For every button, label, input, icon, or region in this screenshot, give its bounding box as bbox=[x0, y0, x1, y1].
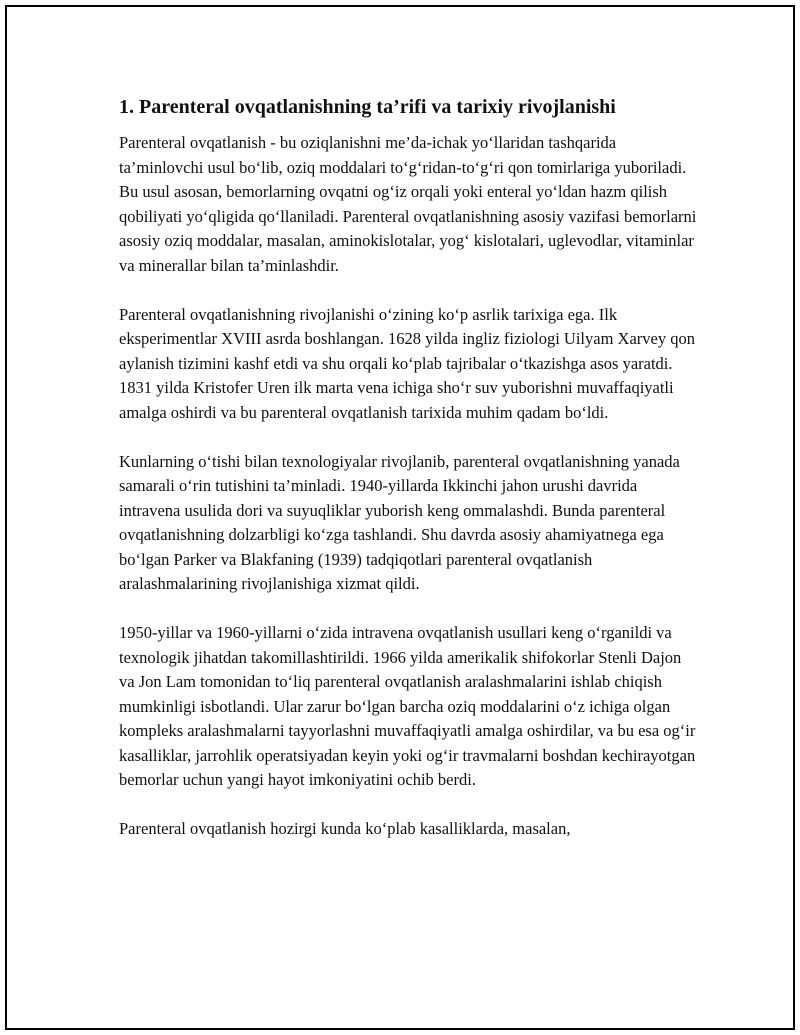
paragraph-1950s-1960s: 1950-yillar va 1960-yillarni o‘zida intravena ovqatlanish usullari keng o‘rganildi va texnologik jihatdan takomillashtirildi. 1966 yilda amerikalik shifokorlar Stenli Dajon va Jon Lam tomonidan to‘liq parenteral ovqatlanish aralashmalarini ishlab chiqish mumkinligi isbotlandi. Ular zarur bo‘lgan barcha oziq moddalarini o‘z ichiga olgan kompleks aralashmalarni tayyorlashni muvaffaqiyatli amalga oshirdilar, va bu esa og‘ir kasalliklar, jarrohlik operatsiyadan keyin yoki og‘ir travmalarni boshdan kechirayotgan bemorlar uchun yangi hayot imkoniyatini ochib berdi. bbox=[119, 623, 696, 789]
page-frame bbox=[5, 5, 795, 1030]
document-body bbox=[119, 95, 699, 866]
paragraph-definition: Parenteral ovqatlanish - bu oziqlanishni me’da-ichak yo‘llaridan tashqarida ta’minlovchi usul bo‘lib, oziq moddalari to‘g‘ridan-to‘g‘ri qon tomirlariga yuboriladi. Bu usul asosan, bemorlarning ovqatni og‘iz orqali yoki enteral yo‘ldan hazm qilish qobiliyati yo‘qligida qo‘llaniladi. Parenteral ovqatlanishning asosiy vazifasi bemorlarni asosiy oziq moddalar, masalan, aminokislotalar, yog‘ kislotalari, uglevodlar, vitaminlar va minerallar bilan ta’minlashdir. bbox=[119, 133, 697, 275]
paragraph-current-use: Parenteral ovqatlanish hozirgi kunda ko‘plab kasalliklarda, masalan, bbox=[119, 819, 571, 838]
paragraph-technology-development: Kunlarning o‘tishi bilan texnologiyalar rivojlanib, parenteral ovqatlanishning yanada samarali o‘rin tutishini ta’minladi. 1940-yillarda Ikkinchi jahon urushi davrida intravena usulida dori va suyuqliklar yuborish keng ommalashdi. Bunda parenteral ovqatlanishning dolzarbligi ko‘zga tashlandi. Shu davrda asosiy ahamiyatnega ega bo‘lgan Parker va Blakfaning (1939) tadqiqotlari parenteral ovqatlanish aralashmalarining rivojlanishiga xizmat qildi. bbox=[119, 451, 680, 593]
paragraph-early-history: Parenteral ovqatlanishning rivojlanishi o‘zining ko‘p asrlik tarixiga ega. Ilk eksperimentlar XVIII asrda boshlangan. 1628 yilda ingliz fiziologi Uilyam Xarvey qon aylanish tizimini kashf etdi va shu orqali ko‘plab tajribalar o‘tkazishga asos yaratdi. 1831 yilda Kristofer Uren ilk marta vena ichiga sho‘r suv yuborishni muvaffaqiyatli amalga oshirdi va bu parenteral ovqatlanish tarixida muhim qadam bo‘ldi. bbox=[119, 304, 695, 422]
section-heading: 1. Parenteral ovqatlanishning ta’rifi va tarixiy rivojlanishi bbox=[119, 96, 616, 118]
